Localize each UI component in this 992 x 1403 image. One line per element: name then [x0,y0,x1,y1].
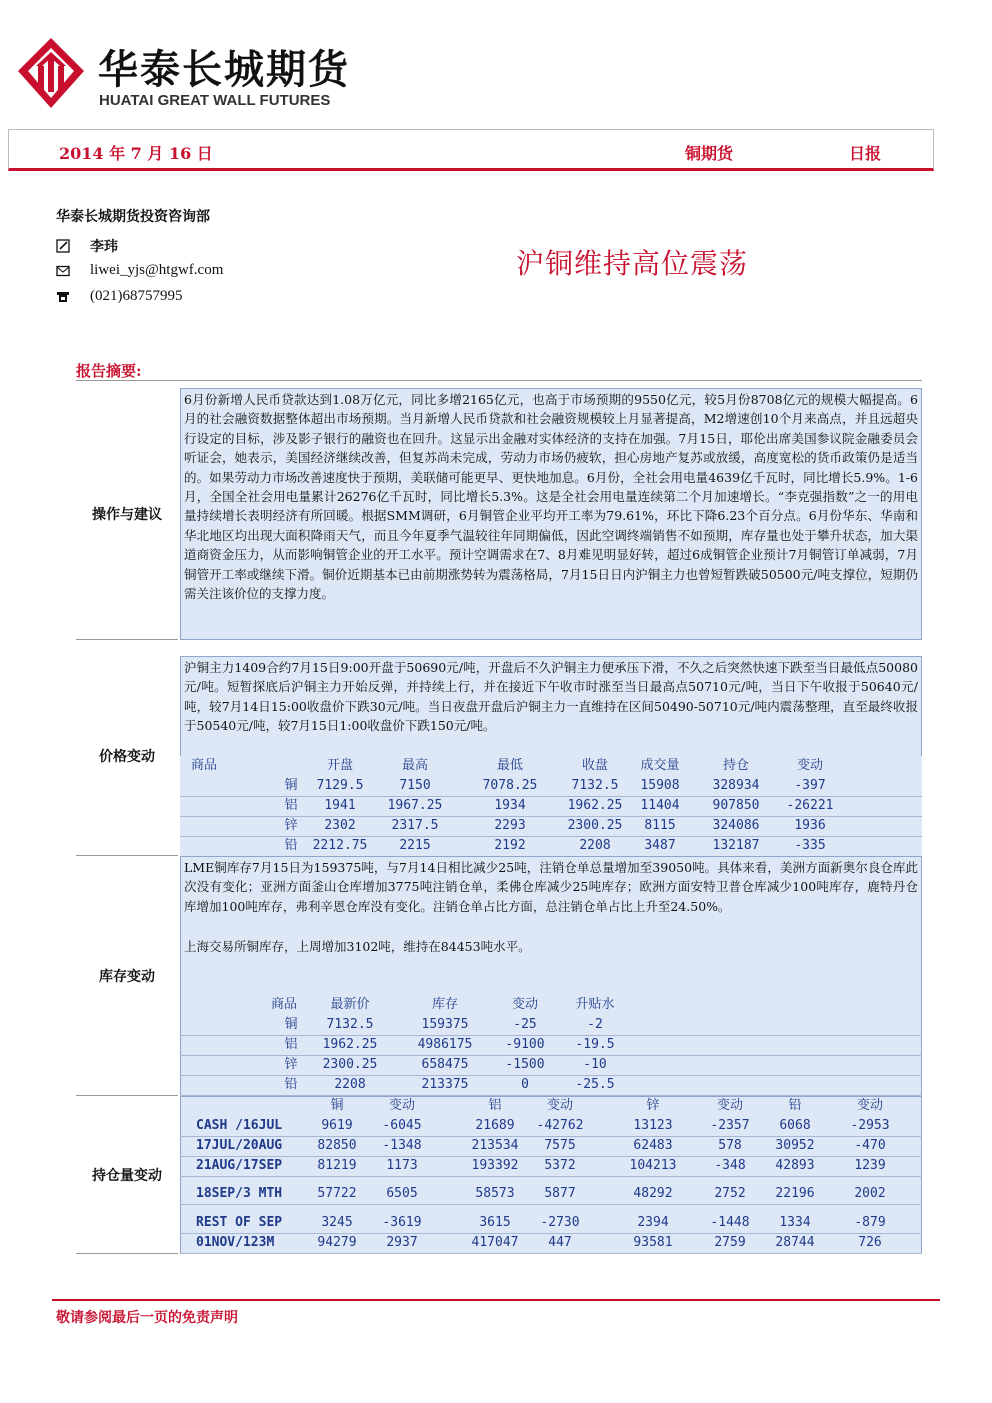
section-label-positions: 持仓量变动 [76,1096,178,1254]
table-cell: 82850 [317,1138,357,1153]
table-cell: 15908 [640,778,680,793]
inventory-text-2: 上海交易所铜库存，上周增加3102吨，维持在84453吨水平。 [184,939,531,955]
table-cell: 6505 [386,1186,418,1201]
table-cell: 6068 [779,1118,811,1133]
author-name: 李玮 [90,239,118,255]
table-cell: 21689 [475,1118,515,1133]
table-cell: 2212.75 [312,838,368,853]
inventory-text-1: LME铜库存7月15日为159375吨，与7月14日相比减少25吨，注销仓单总量增加至39050吨。具体来看，美洲方面新奥尔良仓库此次没有变化；亚洲方面釜山仓库增加3775吨注销仓单，柔佛仓库减少25吨库存；欧洲方面安特卫普仓库减少100吨库存，鹿特丹仓库增加100吨库存，弗利辛恩仓库没有变化。注销仓单占比方面，总注销仓单占比上升至24.50%。 [184,860,918,914]
table-header-cell: 变动 [511,997,538,1012]
table-cell: 8115 [644,818,676,833]
table-header-cell: 库存 [431,997,458,1012]
table-row-label: 01NOV/123M [196,1235,275,1250]
table-header-cell: 变动 [388,1098,415,1113]
table-cell: -25 [513,1017,537,1032]
table-cell: 13123 [633,1118,673,1133]
table-cell: -348 [714,1158,746,1173]
table-cell: 2752 [714,1186,746,1201]
table-cell: 2192 [494,838,526,853]
table-cell: 2394 [637,1215,669,1230]
table-cell: 447 [548,1235,572,1250]
table-cell: 3245 [321,1215,353,1230]
table-cell: 7575 [544,1138,576,1153]
author-row [56,236,118,256]
table-cell: -19.5 [575,1037,615,1052]
table-cell: 58573 [475,1186,515,1201]
pen-icon [56,239,70,253]
brand-name-en: HUATAI GREAT WALL FUTURES [99,92,331,109]
table-row-label: 锌 [284,1057,298,1072]
table-cell: -42762 [536,1118,584,1133]
table-cell: 726 [858,1235,882,1250]
table-cell: -26221 [786,798,834,813]
table-row-divider [180,1204,922,1205]
section-label-price: 价格变动 [76,656,178,856]
table-header-cell: 变动 [856,1098,883,1113]
disclaimer-note: 敬请参阅最后一页的免责声明 [56,1310,238,1326]
table-header-cell: 成交量 [640,758,680,773]
table-cell: 907850 [712,798,760,813]
table-cell: 1173 [386,1158,418,1173]
table-cell: 193392 [471,1158,519,1173]
table-cell: 81219 [317,1158,357,1173]
table-cell: -397 [794,778,826,793]
table-cell: 1941 [324,798,356,813]
report-date: 2014 年 7 月 16 日 [59,144,213,163]
table-row-label: 铅 [284,838,298,853]
table-header-cell: 最新价 [330,997,370,1012]
table-cell: 5372 [544,1158,576,1173]
section-label-advice: 操作与建议 [76,388,178,640]
table-cell: 7132.5 [326,1017,374,1032]
phone-icon [56,290,70,304]
table-cell: 2208 [579,838,611,853]
table-cell: 0 [521,1077,529,1092]
table-cell: 7132.5 [571,778,619,793]
table-row-label: 铅 [284,1077,298,1092]
table-cell: -335 [794,838,826,853]
report-headline: 沪铜维持高位震荡 [516,247,749,280]
footer-divider [52,1299,940,1301]
table-cell: 11404 [640,798,680,813]
table-cell: 1967.25 [387,798,443,813]
report-category: 铜期货 [685,144,734,163]
price-text: 沪铜主力1409合约7月15日9:00开盘于50690元/吨，开盘后不久沪铜主力便承压下滑，不久之后突然快速下跌至当日最低点50080元/吨。短暂探底后沪铜主力开始反弹，并持续上行，并在接近下午收市时涨至当日最高点50710元/吨，当日下午收报于50640元/吨，较7月14日15:00收盘价下跌30元/吨。当日夜盘开盘后沪铜主力一直维持在区间50490-50710元/吨内震荡整理，直至最终收报于50540元/吨，较7月15日1:00收盘价下跌150元/吨。 [184,660,918,734]
table-cell: 578 [718,1138,742,1153]
table-header-cell: 升贴水 [575,997,615,1012]
table-cell: 4986175 [417,1037,473,1052]
table-header-cell: 变动 [716,1098,743,1113]
table-header-cell: 锌 [646,1098,660,1113]
table-cell: 2317.5 [391,818,439,833]
table-header-cell: 最高 [401,758,428,773]
author-phone: (021)68757995 [90,288,183,304]
table-cell: 9619 [321,1118,353,1133]
table-cell: 2759 [714,1235,746,1250]
table-cell: 3615 [479,1215,511,1230]
table-cell: 48292 [633,1186,673,1201]
table-row-label: 铝 [284,798,298,813]
table-cell: -10 [583,1057,607,1072]
table-header-cell: 最低 [496,758,523,773]
table-header-cell: 铜 [330,1098,344,1113]
table-cell: 132187 [712,838,760,853]
table-cell: 658475 [421,1057,469,1072]
table-cell: 2302 [324,818,356,833]
table-cell: 213534 [471,1138,519,1153]
table-header-cell: 商品 [270,997,297,1012]
table-cell: 213375 [421,1077,469,1092]
author-email[interactable]: liwei_yjs@htgwf.com [90,262,224,278]
report-header-bar [8,129,934,171]
table-header-cell: 铅 [788,1098,802,1113]
table-cell: 30952 [775,1138,815,1153]
table-cell: 3487 [644,838,676,853]
table-cell: 42893 [775,1158,815,1173]
table-cell: 1334 [779,1215,811,1230]
table-row-label: 17JUL/20AUG [196,1138,283,1153]
table-row-label: 铜 [284,778,298,793]
table-header-cell: 开盘 [326,758,353,773]
advice-text: 6月份新增人民币贷款达到1.08万亿元，同比多增2165亿元，也高于市场预期的9550亿元，较5月份8708亿元的规模大幅提高。6月的社会融资数据整体超出市场预期。当月新增人民币贷款和社会融资规模较上月显著提高，M2增速创10个月来高点，并且远超央行设定的目标，涉及影子银行的融资也在回升。这显示出金融对实体经济的支持在加强。7月15日，耶伦出席美国参议院金融委员会听证会，她表示，美国经济继续改善，但复苏尚未完成，劳动力市场仍疲软，担心房地产复苏或放缓，高度宽松的货币政策仍是适当的。如果劳动力市场改善速度快于预期，美联储可能更早、更快地加息。6月份，全社会用电量4639亿千瓦时，同比增长5.9%。1-6月，全国全社会用电量累计26276亿千瓦时，同比增长5.3%。这是全社会用电量连续第二个月加速增长。“李克强指数”之一的用电量持续增长表明经济有所回暖。根据SMM调研，6月铜管企业平均开工率为79.61%，环比下降6.23个百分点。6月份华东、华南和华北地区均出现大面积降雨天气，而且今年夏季气温较往年同期偏低，因此空调终端销售不如预期，库存量也处于攀升状态，加大渠道商资金压力，从而影响铜管企业的开工水平。预计空调需求在7、8月难见明显好转，超过6成铜管企业预计7月铜管订单减弱，7月铜管开工率或继续下滑。铜价近期基本已由前期涨势转为震荡格局，7月15日日内沪铜主力也曾短暂跌破50500元/吨支撑位，短期仍需关注该价位的支撑力度。 [184,392,918,602]
table-cell: 22196 [775,1186,815,1201]
table-row-label: 铜 [284,1017,298,1032]
department: 华泰长城期货投资咨询部 [56,209,210,225]
summary-divider [76,380,922,381]
table-cell: -25.5 [575,1077,615,1092]
table-row-label: 18SEP/3 MTH [196,1186,283,1201]
table-cell: 104213 [629,1158,677,1173]
table-cell: 1239 [854,1158,886,1173]
table-header-cell: 收盘 [581,758,608,773]
table-cell: 28744 [775,1235,815,1250]
section-advice-content [180,388,922,640]
table-header-cell: 变动 [796,758,823,773]
table-cell: 1934 [494,798,526,813]
table-cell: -2953 [850,1118,890,1133]
table-row-label: 21AUG/17SEP [196,1158,283,1173]
section-label-inventory: 库存变动 [76,856,178,1096]
inventory-table [180,995,922,1095]
table-cell: 93581 [633,1235,673,1250]
table-cell: -2357 [710,1118,750,1133]
table-cell: 7150 [399,778,431,793]
table-cell: -6045 [382,1118,422,1133]
phone-row [56,288,183,305]
table-row-label: 铝 [284,1037,298,1052]
table-header-cell: 商品 [190,758,217,773]
table-cell: 57722 [317,1186,357,1201]
table-row-label: CASH /16JUL [196,1118,283,1133]
huatai-logo-icon [16,36,86,110]
table-cell: 2937 [386,1235,418,1250]
brand-name-cn: 华泰长城期货 [98,47,350,93]
summary-title: 报告摘要: [76,362,142,380]
table-cell: 2300.25 [567,818,623,833]
table-cell: -1348 [382,1138,422,1153]
table-cell: 5877 [544,1186,576,1201]
table-cell: -9100 [505,1037,545,1052]
table-header-cell: 持仓 [722,758,749,773]
table-cell: 62483 [633,1138,673,1153]
table-cell: -2 [587,1017,603,1032]
table-row-divider [180,1176,922,1177]
table-cell: 2300.25 [322,1057,378,1072]
table-cell: -1448 [710,1215,750,1230]
table-cell: 7129.5 [316,778,364,793]
report-type: 日报 [849,144,882,163]
table-cell: 2208 [334,1077,366,1092]
table-cell: -3619 [382,1215,422,1230]
table-cell: 328934 [712,778,760,793]
table-cell: 1962.25 [322,1037,378,1052]
table-header-cell: 铝 [488,1098,502,1113]
positions-table [180,1096,922,1254]
table-cell: -879 [854,1215,886,1230]
table-header-cell: 变动 [546,1098,573,1113]
table-row-label: REST OF SEP [196,1215,283,1230]
table-cell: 1936 [794,818,826,833]
table-cell: 94279 [317,1235,357,1250]
table-row-divider [180,1253,922,1254]
table-cell: 2002 [854,1186,886,1201]
table-cell: 7078.25 [482,778,538,793]
table-cell: -1500 [505,1057,545,1072]
table-cell: 2293 [494,818,526,833]
price-table [180,756,922,856]
email-row [56,262,223,279]
table-cell: 159375 [421,1017,469,1032]
table-cell: 1962.25 [567,798,623,813]
table-row-label: 锌 [284,818,298,833]
mail-icon [56,264,70,278]
table-cell: 417047 [471,1235,519,1250]
table-cell: 2215 [399,838,431,853]
table-cell: -470 [854,1138,886,1153]
table-cell: -2730 [540,1215,580,1230]
table-cell: 324086 [712,818,760,833]
